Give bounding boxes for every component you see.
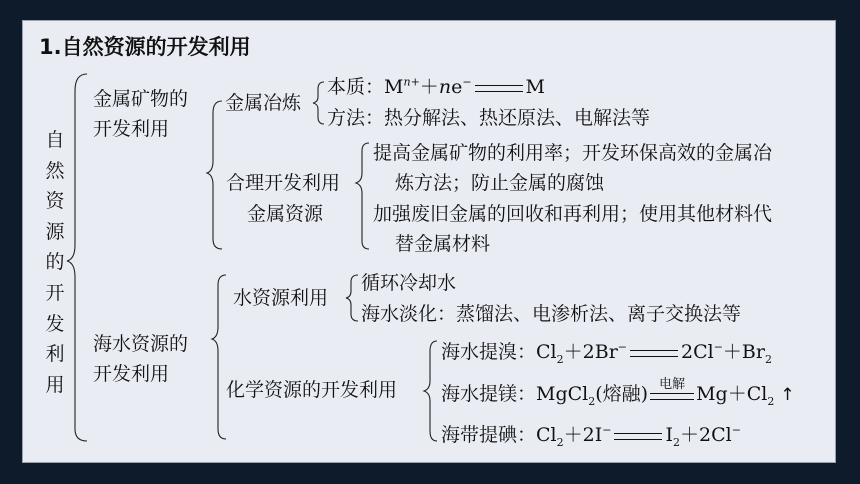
brace-sea <box>212 275 226 439</box>
vertical-char: 用 <box>45 373 65 396</box>
magnesium-equation: 海水提镁：MgCl$_2$(熔融) 电解 $Mg+Cl_2$ ↑ <box>441 382 795 407</box>
vertical-char: 源 <box>45 220 65 243</box>
brace-smelting <box>313 82 324 124</box>
rational-item1-line2: 炼方法；防止金属的腐蚀 <box>395 172 605 194</box>
bromine-equation: 海水提溴：$Cl_2+2Br^-$ $2Cl^-+Br_2$ <box>441 340 772 366</box>
smelting-label: 金属冶炼 <box>225 92 302 114</box>
metal-label-line2: 开发利用 <box>93 118 170 140</box>
vertical-char: 资 <box>45 190 65 213</box>
magnesium-label: 海水提镁： <box>441 383 537 405</box>
brace-metal <box>207 101 222 249</box>
essence-label: 本质： <box>327 76 385 98</box>
slide <box>22 20 836 463</box>
gas-arrow-icon: ↑ <box>780 385 795 405</box>
water-item2: 海水淡化：蒸馏法、电渗析法、离子交换法等 <box>361 303 742 325</box>
vertical-char: 自 <box>45 129 65 151</box>
sea-label-line1: 海水资源的 <box>93 333 189 355</box>
vertical-char: 发 <box>45 312 65 335</box>
rational-item1-line1: 提高金属矿物的利用率；开发环保高效的金属冶 <box>373 142 773 164</box>
rational-label-line1: 合理开发利用 <box>226 172 341 194</box>
rational-item2-line1: 加强废旧金属的回收和再利用；使用其他材料代 <box>373 203 773 225</box>
brace-main <box>67 74 87 441</box>
electrolysis-condition <box>650 377 694 407</box>
vertical-label <box>43 125 67 400</box>
bromine-label: 海水提溴： <box>441 341 537 363</box>
vertical-char: 利 <box>45 343 65 366</box>
water-item1: 循环冷却水 <box>361 272 457 294</box>
smelting-essence: 本质：$M^{n+}+ne^-$ M <box>327 75 545 98</box>
vertical-char: 的 <box>45 251 65 274</box>
electrolysis-label: 电解 <box>659 377 686 392</box>
chemical-label: 化学资源的开发利用 <box>226 379 398 401</box>
vertical-char: 开 <box>45 281 65 304</box>
brace-rational <box>356 143 369 249</box>
smelting-method: 方法：热分解法、热还原法、电解法等 <box>327 107 651 129</box>
vertical-char: 然 <box>45 159 65 182</box>
metal-label-line1: 金属矿物的 <box>93 88 189 110</box>
rational-item2-line2: 替金属材料 <box>395 233 491 255</box>
iodine-label: 海带提碘： <box>441 424 537 446</box>
page-title: 1.自然资源的开发利用 <box>39 35 251 59</box>
rational-label-line2: 金属资源 <box>247 203 324 225</box>
water-label: 水资源利用 <box>233 287 329 309</box>
sea-label-line2: 开发利用 <box>93 363 170 385</box>
iodine-equation: 海带提碘：$Cl_2+2I^-$ $I_2+2Cl^-$ <box>441 423 741 449</box>
brace-chemical <box>424 341 437 441</box>
molten-condition: (熔融) <box>595 383 649 405</box>
brace-water <box>346 275 358 321</box>
